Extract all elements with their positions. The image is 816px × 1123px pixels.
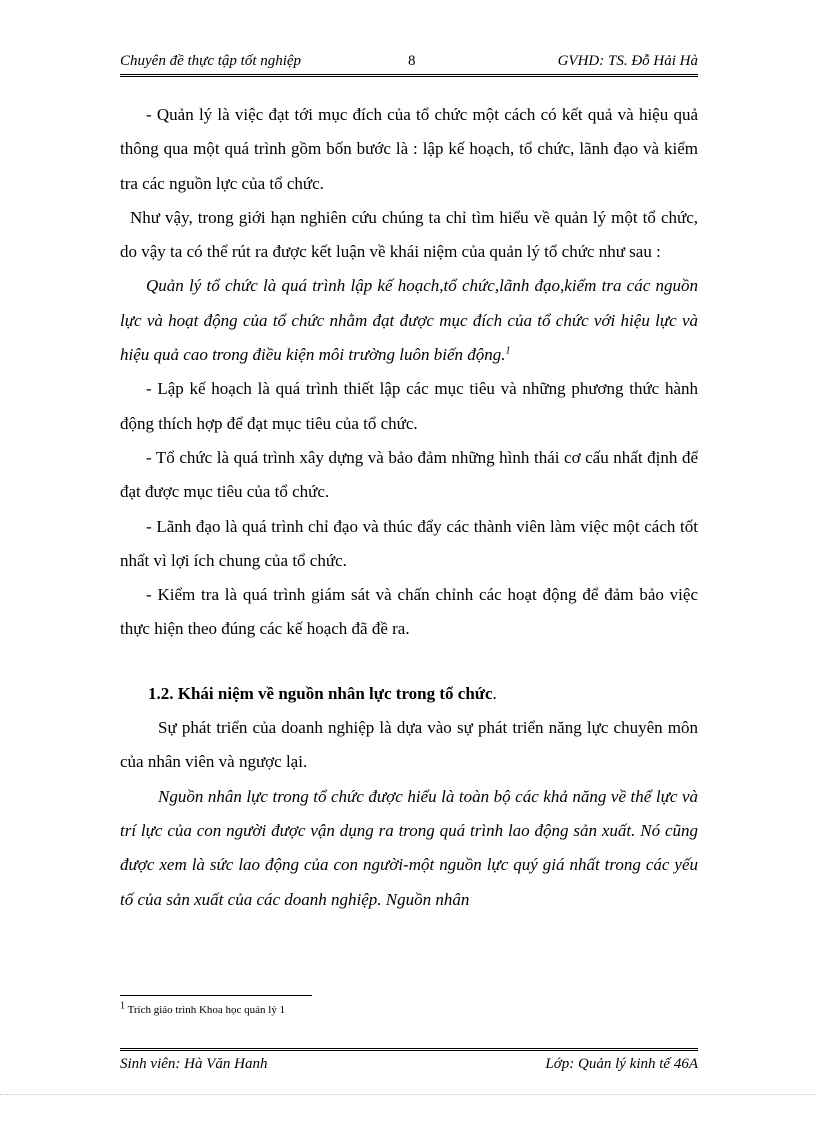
body-text [120, 98, 698, 917]
header-title: Chuyên đề thực tập tốt nghiệp [120, 53, 302, 69]
section-heading-period: . [492, 683, 497, 703]
page-number: 8 [408, 53, 416, 69]
footnote-reference: 1 [505, 345, 511, 357]
definition-text: Quản lý tổ chức là quá trình lập kế hoạch,tổ chức,lãnh đạo,kiểm tra các nguồn lực và hoạt động của tổ chức nhằm đạt được mục đích của tổ chức với hiệu lực và hiệu quả cao trong điều kiện môi trường luôn biến động. [120, 276, 698, 365]
footnote [120, 1000, 286, 1016]
paragraph-management-definition: - Quản lý là việc đạt tới mục đích của tổ chức một cách có kết quả và hiệu quả thông qua một quá trình gồm bốn bước là : lập kế hoạch, tổ chức, lãnh đạo và kiểm tra các nguồn lực của tổ chức. [120, 105, 698, 193]
section-heading-text: 1.2. Khái niệm về nguồn nhân lực trong tổ chức [148, 683, 493, 703]
footnote-text: Trích giáo trình Khoa học quản lý 1 [127, 1004, 286, 1016]
footnote-separator [120, 995, 312, 996]
paragraph-controlling: - Kiểm tra là quá trình giám sát và chấn chỉnh các hoạt động để đảm bảo việc thực hiện theo đúng các kế hoạch đã đề ra. [120, 585, 698, 639]
section-heading [120, 677, 698, 711]
footer-class: Lớp: Quản lý kinh tế 46A [545, 1056, 698, 1072]
footnote-mark: 1 [120, 1000, 125, 1012]
paragraph-planning: - Lập kế hoạch là quá trình thiết lập các mục tiêu và những phương thức hành động thích hợp để đạt mục tiêu của tổ chức. [120, 379, 698, 433]
footer-student: Sinh viên: Hà Văn Hanh [120, 1056, 268, 1072]
paragraph-conclusion-intro: Như vậy, trong giới hạn nghiên cứu chúng ta chỉ tìm hiểu về quản lý một tổ chức, do vậy ta có thể rút ra được kết luận về khái niệm của quản lý tổ chức như sau : [120, 207, 698, 262]
page-edge-line [0, 1094, 816, 1095]
paragraph-organizing: - Tổ chức là quá trình xây dựng và bảo đảm những hình thái cơ cấu nhất định để đạt được mục tiêu của tổ chức. [120, 447, 698, 502]
header-advisor: GVHD: TS. Đỗ Hải Hà [557, 53, 698, 69]
page-footer [120, 1048, 698, 1077]
paragraph-human-resource-definition: Nguồn nhân lực trong tổ chức được hiểu là toàn bộ các khả năng về thể lực và trí lực của con người được vận dụng ra trong quá trình lao động sản xuất. Nó cũng được xem là sức lao động của con người-một nguồn lực quý giá nhất trong các yếu tố của sản xuất của các doanh nghiệp. Nguồn nhân [120, 786, 698, 909]
page-header [120, 50, 698, 77]
paragraph-leading: - Lãnh đạo là quá trình chỉ đạo và thúc đẩy các thành viên làm việc một cách tốt nhất vì lợi ích chung của tổ chức. [120, 516, 698, 570]
paragraph-organization-management-definition [120, 269, 698, 372]
paragraph-enterprise-development: Sự phát triển của doanh nghiệp là dựa vào sự phát triển năng lực chuyên môn của nhân viên và ngược lại. [120, 718, 698, 772]
